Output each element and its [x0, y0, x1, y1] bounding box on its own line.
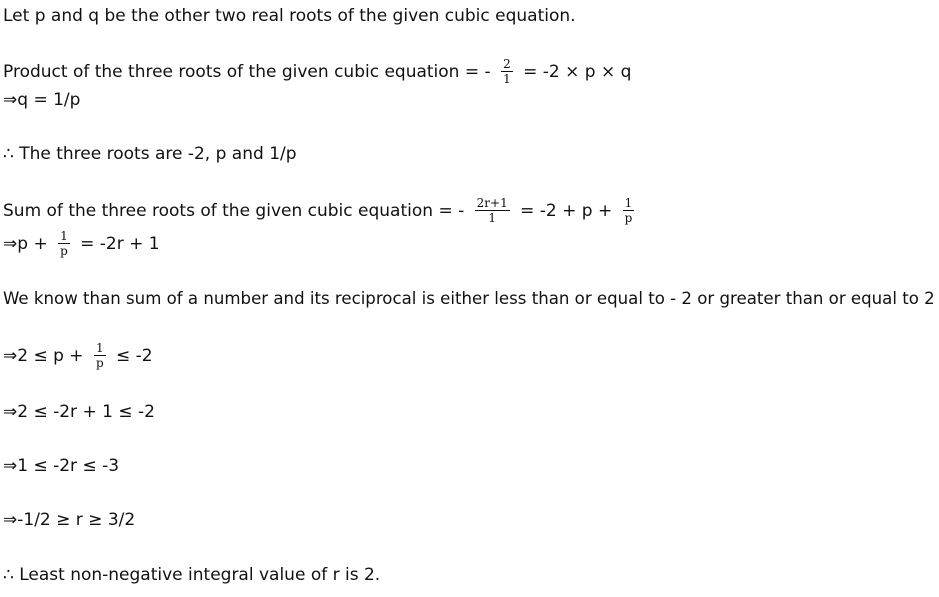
text: ⇒-1/2 ≥ r ≥ 3/2	[3, 510, 136, 530]
fraction	[94, 342, 106, 369]
line-inequality-2	[3, 401, 155, 423]
line-inequality-3	[3, 455, 119, 477]
text: ∴ The three roots are -2, p and 1/p	[3, 144, 297, 164]
line-intro	[3, 5, 576, 27]
line-p-plus-reciprocal	[3, 230, 160, 257]
text: = -2 + p +	[514, 200, 618, 221]
text: ⇒2 ≤ p +	[3, 345, 89, 366]
line-q-equals	[3, 89, 80, 111]
text: ∴ Least non-negative integral value of r is 2.	[3, 565, 381, 585]
line-inequality-1	[3, 342, 153, 369]
text: = -2 × p × q	[517, 61, 632, 82]
numerator: 1	[624, 196, 633, 210]
text: Let p and q be the other two real roots of the given cubic equation.	[3, 6, 576, 26]
denominator: 1	[503, 72, 511, 86]
line-sum-of-roots	[3, 197, 639, 224]
numerator: 2r+1	[476, 196, 508, 210]
denominator: p	[624, 211, 633, 225]
text: We know than sum of a number and its reciprocal is either less than or equal to - 2 or greater than or equal to 2	[3, 289, 935, 308]
fraction	[475, 197, 510, 224]
text: Product of the three roots of the given cubic equation = -	[3, 61, 497, 82]
line-product-of-roots	[3, 58, 631, 85]
text: ⇒2 ≤ -2r + 1 ≤ -2	[3, 402, 155, 422]
line-three-roots	[3, 143, 297, 165]
line-reciprocal-fact	[3, 288, 935, 310]
fraction	[58, 230, 70, 257]
numerator: 1	[95, 341, 104, 355]
denominator: p	[60, 244, 68, 258]
fraction	[501, 58, 513, 85]
text: ⇒p +	[3, 233, 54, 254]
text: ⇒q = 1/p	[3, 90, 81, 110]
line-inequality-4	[3, 509, 135, 531]
denominator: p	[95, 356, 104, 370]
text: ⇒1 ≤ -2r ≤ -3	[3, 456, 120, 476]
text: Sum of the three roots of the given cubic equation = -	[3, 200, 470, 221]
numerator: 1	[60, 229, 68, 243]
denominator: 1	[488, 211, 496, 225]
text: = -2r + 1	[74, 233, 160, 254]
text: ≤ -2	[110, 345, 153, 366]
numerator: 2	[503, 57, 511, 71]
line-conclusion	[3, 564, 380, 586]
fraction	[623, 197, 635, 224]
